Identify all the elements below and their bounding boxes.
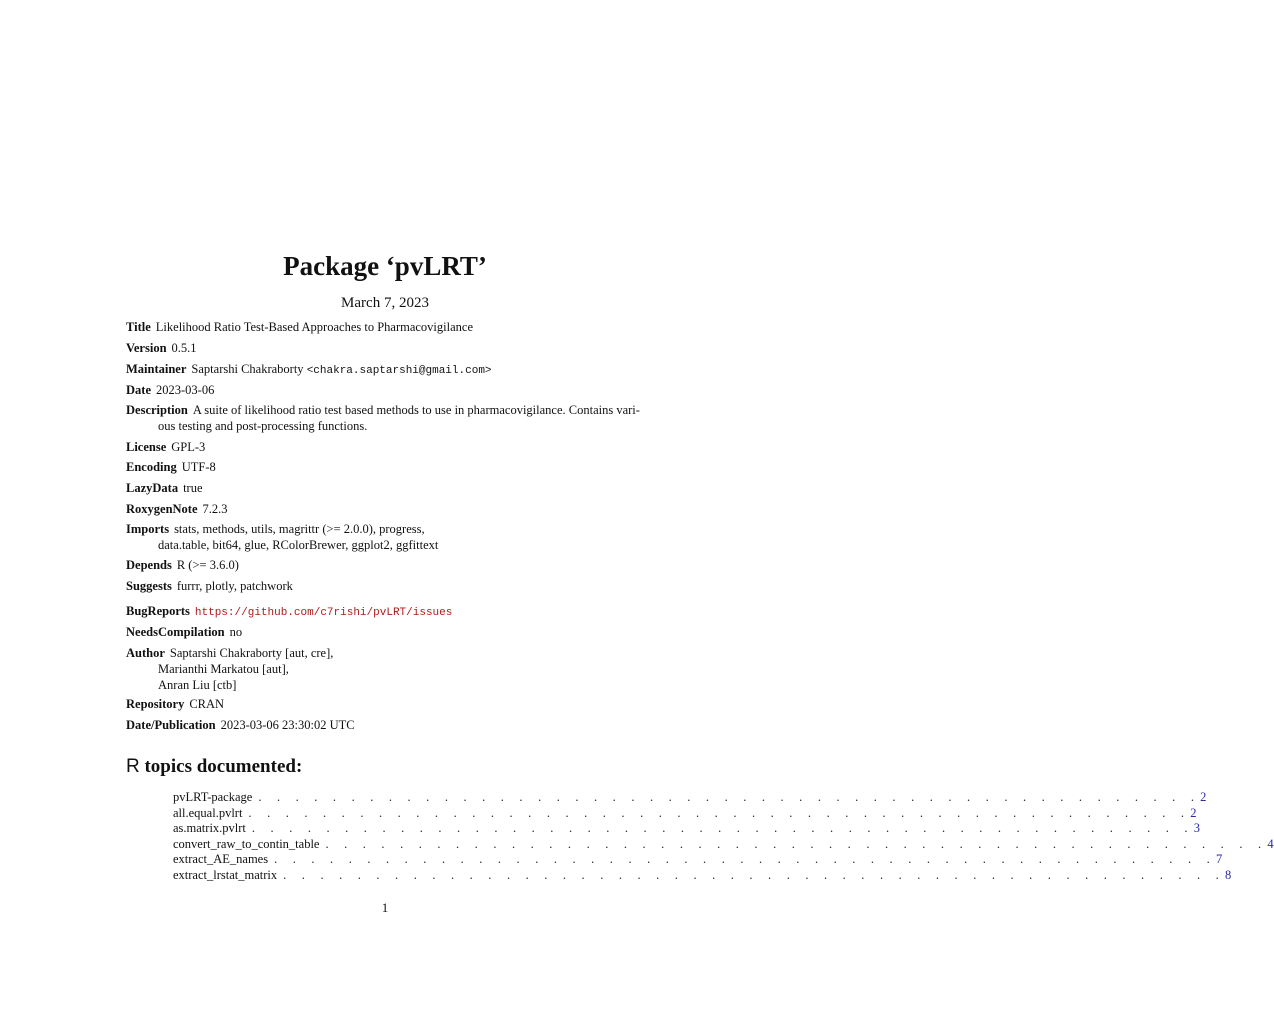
field-value: stats, methods, utils, magrittr (>= 2.0.0), progress, (174, 522, 425, 536)
table-of-contents (173, 790, 1274, 884)
toc-leader-dots: . . . . . . . . . . . . . . . . . . . . . . . . . . . . . . . . . . . . . . . . . . . . . . . . . . . (325, 836, 1268, 851)
toc-page-link[interactable]: 2 (1190, 805, 1197, 820)
field-date (126, 382, 646, 398)
field-key: Date (126, 383, 151, 397)
field-key: LazyData (126, 481, 179, 495)
field-key: Version (126, 341, 167, 355)
field-roxygennote (126, 501, 646, 517)
bugreports-link[interactable]: https://github.com/c7rishi/pvLRT/issues (194, 607, 453, 619)
field-key: Imports (126, 522, 170, 536)
field-value: 2023-03-06 (156, 383, 215, 397)
maintainer-email: <chakra.saptarshi@gmail.com> (306, 365, 492, 377)
field-license (126, 439, 646, 455)
toc-leader-dots: . . . . . . . . . . . . . . . . . . . . . . . . . . . . . . . . . . . . . . . . . . . . . . . . . . . (274, 852, 1216, 867)
field-value: UTF-8 (181, 460, 216, 474)
field-datepublication (126, 717, 646, 733)
toc-page-link[interactable]: 2 (1200, 790, 1207, 804)
toc-entry[interactable] (173, 805, 1197, 822)
field-value: true (183, 481, 203, 495)
field-value: 7.2.3 (202, 502, 228, 516)
field-value: Saptarshi Chakraborty [aut, cre], (169, 646, 334, 660)
field-value: Likelihood Ratio Test-Based Approaches to Pharmacovigilance (155, 320, 473, 334)
field-value-continued: data.table, bit64, glue, RColorBrewer, ggplot2, ggfittext (158, 538, 439, 552)
field-key: RoxygenNote (126, 502, 198, 516)
field-value: furrr, plotly, patchwork (176, 579, 293, 593)
toc-entry[interactable] (173, 836, 1274, 853)
toc-entry-name: extract_lrstat_matrix (173, 867, 278, 882)
toc-entry[interactable] (173, 852, 1223, 868)
field-author (126, 645, 646, 693)
field-value: A suite of likelihood ratio test based methods to use in pharmacovigilance. Contains vari- (192, 403, 640, 417)
field-key: NeedsCompilation (126, 625, 225, 639)
field-value: GPL-3 (171, 440, 206, 454)
field-value-continued: Anran Liu [ctb] (158, 678, 237, 692)
toc-leader-dots: . . . . . . . . . . . . . . . . . . . . . . . . . . . . . . . . . . . . . . . . . . . . . . . . . . . (283, 867, 1225, 882)
toc-entry-name: extract_AE_names (173, 852, 269, 867)
page-number: 1 (381, 900, 389, 915)
field-version (126, 340, 646, 356)
field-lazydata (126, 480, 646, 496)
field-suggests (126, 578, 646, 594)
field-value-continued: ous testing and post-processing functions. (158, 419, 368, 433)
field-value: 0.5.1 (171, 341, 197, 355)
field-repository (126, 696, 646, 712)
toc-page-link[interactable]: 4 (1267, 836, 1274, 851)
field-maintainer (126, 361, 646, 379)
field-key: Title (126, 320, 151, 334)
field-key: Date/Publication (126, 718, 216, 732)
toc-heading (126, 754, 302, 780)
field-bugreports (126, 603, 646, 621)
toc-entry-name: pvLRT-package (173, 790, 253, 804)
field-key: Suggests (126, 579, 172, 593)
toc-page-link[interactable]: 7 (1215, 852, 1223, 867)
toc-entry[interactable] (173, 821, 1200, 837)
field-needscompilation (126, 624, 646, 640)
field-key: License (126, 440, 167, 454)
toc-leader-dots: . . . . . . . . . . . . . . . . . . . . . . . . . . . . . . . . . . . . . . . . . . . . . . . . . . . (248, 805, 1191, 820)
field-key: Depends (126, 558, 172, 572)
field-key: Encoding (126, 460, 177, 474)
field-key: BugReports (126, 604, 190, 618)
field-title (126, 319, 646, 335)
toc-entry-name: convert_raw_to_contin_table (173, 836, 320, 851)
field-key: Repository (126, 697, 185, 711)
toc-leader-dots: . . . . . . . . . . . . . . . . . . . . . . . . . . . . . . . . . . . . . . . . . . . . . . . . . . . (258, 790, 1201, 804)
field-depends (126, 557, 646, 573)
field-value: Saptarshi Chakraborty (191, 362, 304, 376)
field-value-continued: Marianthi Markatou [aut], (158, 662, 289, 676)
toc-page-link[interactable]: 8 (1224, 867, 1232, 882)
field-value: 2023-03-06 23:30:02 UTC (220, 718, 355, 732)
field-value: no (229, 625, 243, 639)
toc-entry[interactable] (173, 867, 1232, 884)
toc-entry[interactable] (173, 790, 1207, 806)
field-key: Maintainer (126, 362, 187, 376)
field-value: R (>= 3.6.0) (176, 558, 239, 572)
toc-page-link[interactable]: 3 (1193, 821, 1200, 836)
field-key: Author (126, 646, 165, 660)
package-title: Package ‘pvLRT’ (283, 251, 487, 281)
document-date: March 7, 2023 (341, 295, 429, 311)
field-key: Description (126, 403, 188, 417)
field-description (126, 402, 646, 434)
toc-entry-name: as.matrix.pvlrt (173, 821, 246, 836)
field-encoding (126, 459, 646, 475)
r-logo-letter: R (126, 756, 140, 777)
field-imports (126, 521, 646, 553)
toc-entry-name: all.equal.pvlrt (173, 805, 243, 820)
toc-heading-text: topics documented: (144, 756, 303, 777)
toc-leader-dots: . . . . . . . . . . . . . . . . . . . . . . . . . . . . . . . . . . . . . . . . . . . . . . . . . . . (251, 821, 1194, 836)
field-value: CRAN (189, 697, 225, 711)
